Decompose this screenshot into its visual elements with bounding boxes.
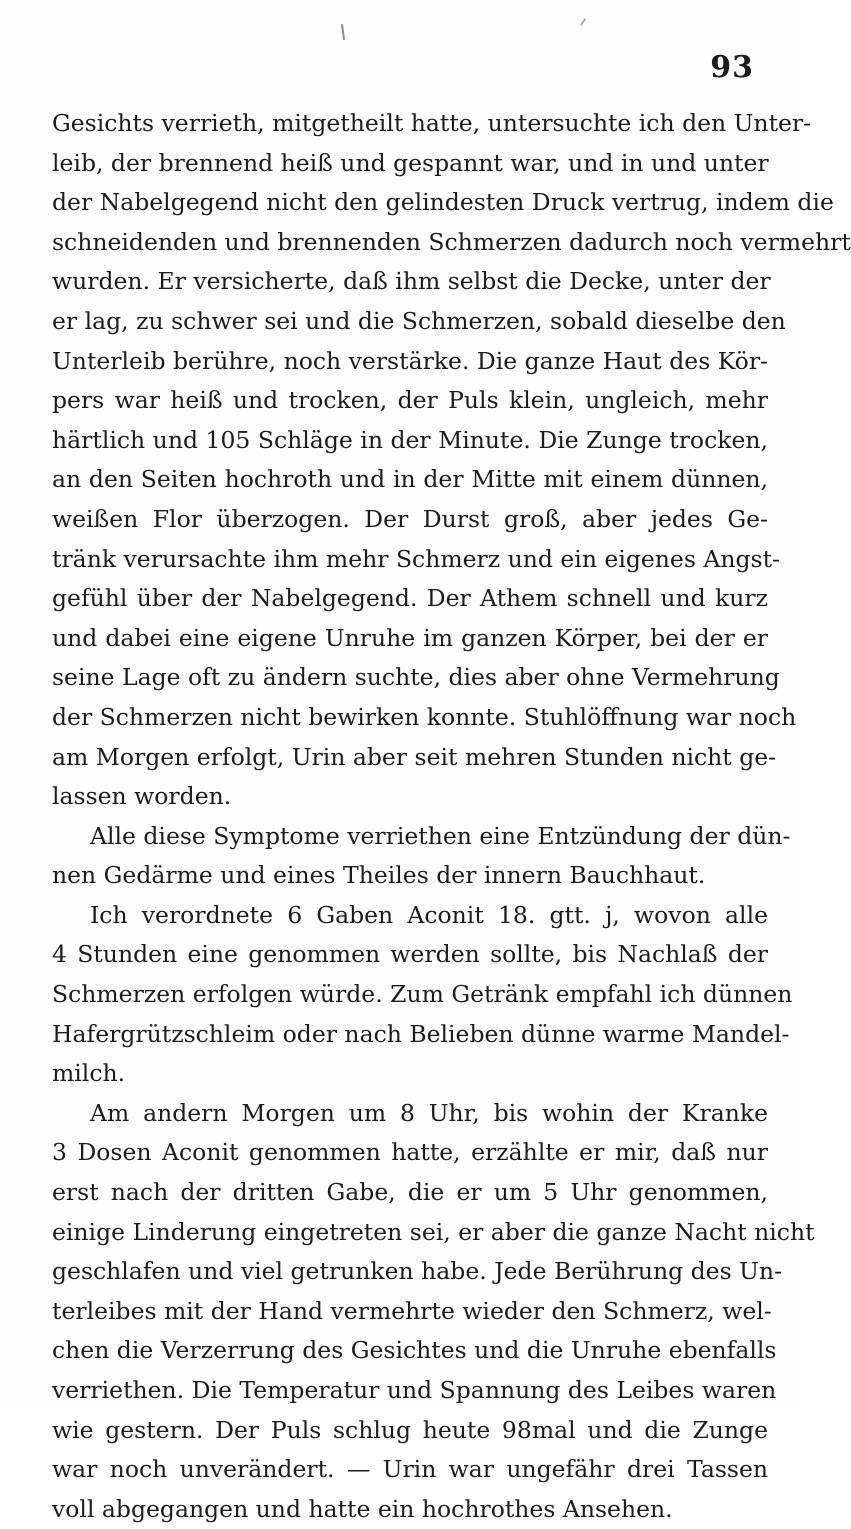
- text-line: Schmerzen erfolgen würde. Zum Getränk empfahl ich dünnen: [52, 980, 793, 1009]
- text-line: einige Linderung eingetreten sei, er aber die ganze Nacht nicht: [52, 1217, 815, 1246]
- paragraph: [52, 817, 791, 896]
- text-line: geschlafen und viel getrunken habe. Jede Berührung des Un-: [52, 1257, 783, 1286]
- text-line: pers war heiß und trocken, der Puls klein, ungleich, mehr: [52, 386, 768, 415]
- text-line: war noch unverändert. — Urin war ungefähr drei Tassen: [52, 1455, 768, 1484]
- text-line: er lag, zu schwer sei und die Schmerzen, sobald dieselbe den: [52, 306, 786, 335]
- text-line: am Morgen erfolgt, Urin aber seit mehren Stunden nicht ge-: [52, 742, 777, 771]
- text-line: nen Gedärme und eines Theiles der innern Bauchhaut.: [52, 861, 706, 890]
- text-line: wurden. Er versicherte, daß ihm selbst die Decke, unter der: [52, 267, 771, 296]
- text-line: erst nach der dritten Gabe, die er um 5 Uhr genommen,: [52, 1178, 768, 1207]
- text-line: verriethen. Die Temperatur und Spannung des Leibes waren: [52, 1376, 777, 1404]
- text-line: voll abgegangen und hatte ein hochrothes Ansehen.: [52, 1494, 673, 1523]
- text-line: und dabei eine eigene Unruhe im ganzen Körper, bei der er: [52, 623, 768, 652]
- page-number: 93: [710, 50, 754, 85]
- text-line: tränk verursachte ihm mehr Schmerz und ein eigenes Angst-: [52, 544, 780, 573]
- text-line: Ich verordnete 6 Gaben Aconit 18. gtt. j, wovon alle: [90, 900, 768, 929]
- text-line: 4 Stunden eine genommen werden sollte, bis Nachlaß der: [52, 940, 768, 969]
- text-line: Am andern Morgen um 8 Uhr, bis wohin der Kranke: [90, 1098, 768, 1127]
- text-line: seine Lage oft zu ändern suchte, dies aber ohne Vermehrung: [52, 663, 780, 692]
- paragraph: [52, 104, 851, 817]
- text-line: der Schmerzen nicht bewirken konnte. Stuhlöffnung war noch: [52, 702, 797, 731]
- text-line: lassen worden.: [52, 782, 232, 811]
- text-line: chen die Verzerrung des Gesichtes und die Unruhe ebenfalls: [52, 1336, 777, 1365]
- print-mark: [341, 24, 345, 40]
- paragraph: [52, 896, 793, 1094]
- paragraph: [52, 1094, 815, 1529]
- text-line: an den Seiten hochroth und in der Mitte mit einem dünnen,: [52, 465, 768, 494]
- text-line: härtlich und 105 Schläge in der Minute. Die Zunge trocken,: [52, 425, 768, 454]
- text-line: gefühl über der Nabelgegend. Der Athem schnell und kurz: [52, 584, 768, 613]
- text-line: Unterleib berühre, noch verstärke. Die ganze Haut des Kör-: [52, 346, 768, 375]
- text-line: Gesichts verrieth, mitgetheilt hatte, untersuchte ich den Unter-: [52, 109, 812, 137]
- body-text: [52, 104, 851, 1529]
- text-line: terleibes mit der Hand vermehrte wieder den Schmerz, wel-: [52, 1296, 772, 1325]
- text-line: weißen Flor überzogen. Der Durst groß, aber jedes Ge-: [52, 504, 768, 533]
- text-line: Hafergrützschleim oder nach Belieben dünne warme Mandel-: [52, 1019, 790, 1048]
- text-line: schneidenden und brennenden Schmerzen dadurch noch vermehrt: [52, 227, 851, 256]
- text-line: 3 Dosen Aconit genommen hatte, erzählte er mir, daß nur: [52, 1138, 768, 1167]
- text-line: leib, der brennend heiß und gespannt war, und in und unter: [52, 148, 769, 177]
- print-mark: [580, 18, 586, 26]
- text-line: der Nabelgegend nicht den gelindesten Druck vertrug, indem die: [52, 188, 834, 217]
- text-line: Alle diese Symptome verriethen eine Entzündung der dün-: [90, 821, 791, 850]
- text-line: wie gestern. Der Puls schlug heute 98mal und die Zunge: [52, 1415, 768, 1444]
- text-line: milch.: [52, 1059, 126, 1088]
